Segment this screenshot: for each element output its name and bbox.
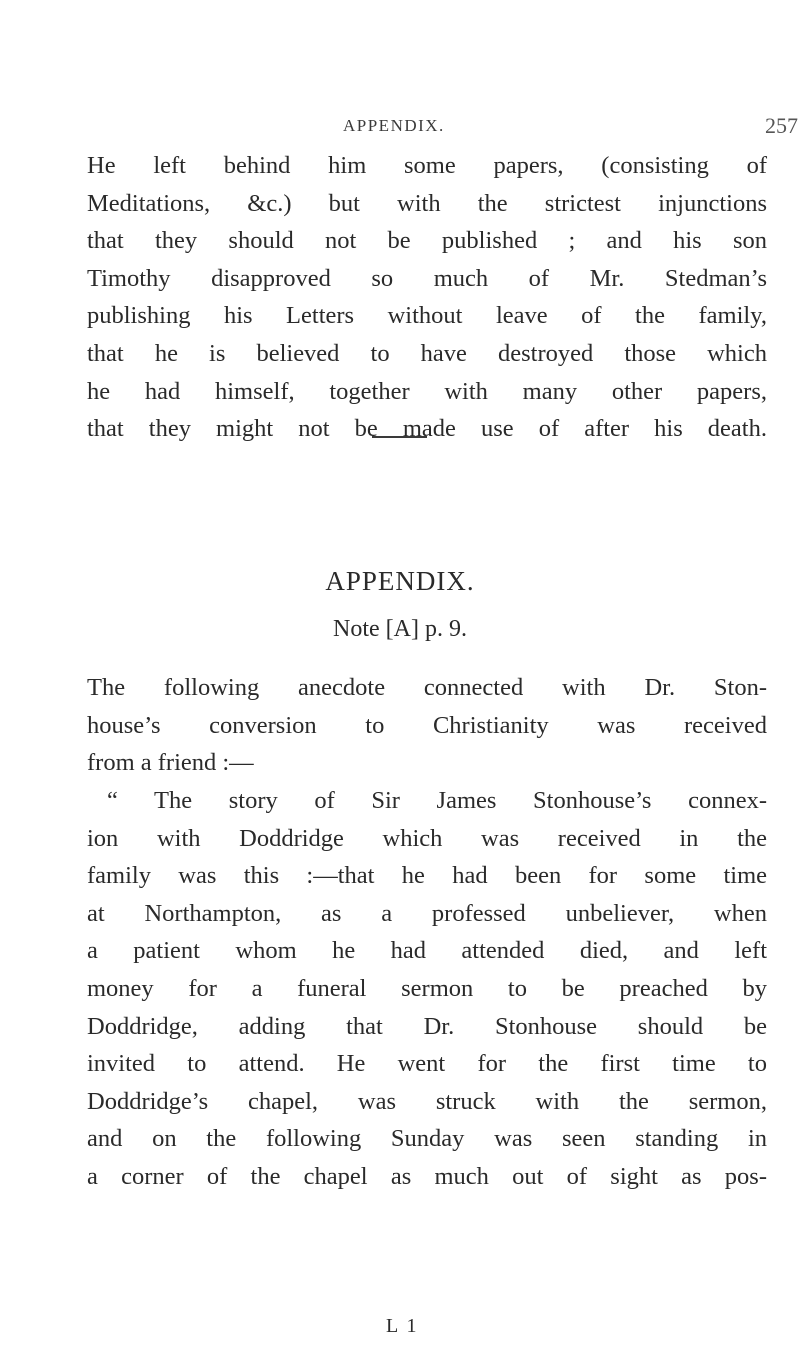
- text-line: that they might not be made use of after his death.: [87, 415, 767, 443]
- text-line: Meditations, &c.) but with the strictest injunctions: [87, 189, 767, 217]
- note-heading: Note [A] p. 9.: [333, 616, 467, 642]
- text-line: Doddridge’s chapel, was struck with the sermon,: [87, 1087, 767, 1115]
- text-line: family was this :—that he had been for some time: [87, 862, 767, 890]
- paragraph-story: [87, 782, 767, 1196]
- text-line: from a friend :—: [87, 749, 254, 777]
- text-line: house’s conversion to Christianity was received: [87, 711, 767, 739]
- running-title: APPENDIX.: [343, 116, 445, 135]
- text-line: Timothy disapproved so much of Mr. Stedman’s: [87, 264, 767, 292]
- text-line: publishing his Letters without leave of the family,: [87, 302, 767, 330]
- text-line: that he is believed to have destroyed those which: [87, 339, 767, 367]
- signature-mark: L 1: [386, 1315, 419, 1337]
- text-line: The following anecdote connected with Dr. Ston-: [87, 674, 767, 701]
- text-line: Doddridge, adding that Dr. Stonhouse should be: [87, 1012, 767, 1040]
- running-head: [0, 113, 800, 140]
- text-line: “ The story of Sir James Stonhouse’s connex-: [107, 787, 767, 814]
- text-line: He left behind him some papers, (consisting of: [87, 152, 767, 179]
- page-number: 257: [765, 113, 798, 138]
- paragraph-papers: [87, 147, 767, 448]
- appendix-heading: APPENDIX.: [325, 566, 475, 596]
- text-line: that they should not be published ; and his son: [87, 227, 767, 255]
- text-line: he had himself, together with many other papers,: [87, 377, 767, 405]
- text-line: invited to attend. He went for the first time to: [87, 1050, 767, 1078]
- section-divider: [372, 436, 427, 438]
- text-line: money for a funeral sermon to be preached by: [87, 974, 767, 1002]
- paragraph-anecdote-intro: [87, 669, 767, 782]
- text-line: ion with Doddridge which was received in the: [87, 824, 767, 852]
- text-line: a corner of the chapel as much out of sight as pos-: [87, 1162, 767, 1190]
- text-line: and on the following Sunday was seen standing in: [87, 1125, 767, 1153]
- text-line: a patient whom he had attended died, and left: [87, 937, 767, 965]
- text-line: at Northampton, as a professed unbeliever, when: [87, 899, 767, 927]
